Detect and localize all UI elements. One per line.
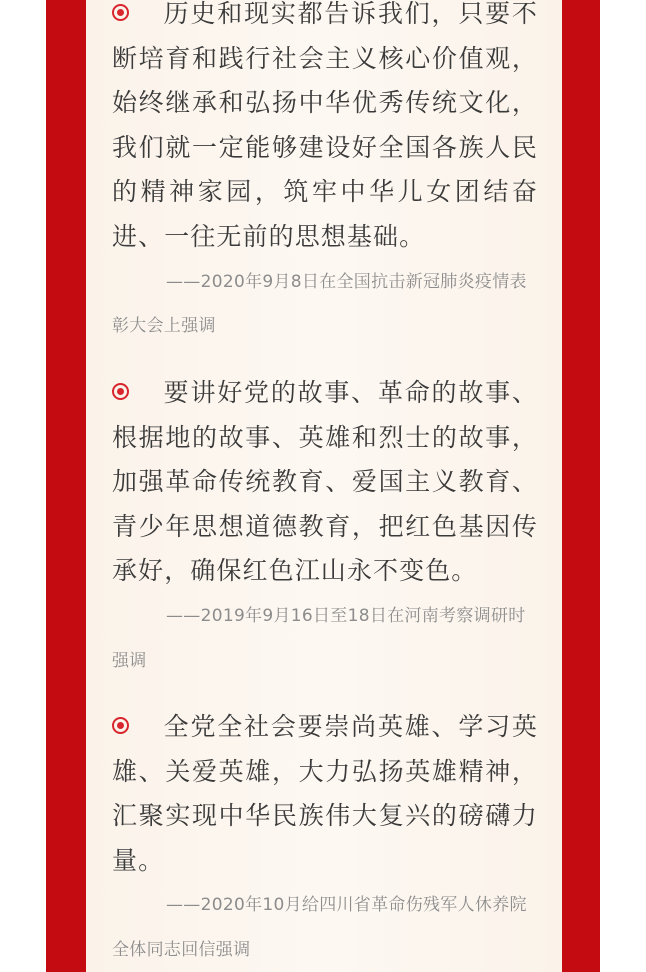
quote-text: 要讲好党的故事、革命的故事、根据地的故事、英雄和烈士的故事，加强革命传统教育、爱国主义教育、青少年思想道德教育，把红色基因传承好，确保红色江山永不变色。: [112, 378, 538, 586]
bullet-circle-icon: [112, 383, 129, 400]
quote-block: [112, 371, 538, 683]
quote-paragraph: [112, 705, 538, 883]
bullet-circle-icon: [112, 4, 129, 21]
quote-text: 全党全社会要崇尚英雄、学习英雄、关爱英雄，大力弘扬英雄精神，汇聚实现中华民族伟大复兴的磅礴力量。: [112, 712, 538, 875]
bullet-circle-icon: [112, 717, 129, 734]
quote-text: 历史和现实都告诉我们，只要不断培育和践行社会主义核心价值观，始终继承和弘扬中华优秀传统文化，我们就一定能够建设好全国各族人民的精神家园，筑牢中华儿女团结奋进、一往无前的思想基础。: [112, 0, 538, 251]
quote-source: ——2020年10月给四川省革命伤残军人休养院全体同志回信强调: [112, 895, 527, 960]
quote-block: [112, 705, 538, 972]
quote-paragraph: [112, 0, 538, 260]
quote-source: ——2019年9月16日至18日在河南考察调研时强调: [112, 605, 526, 671]
quote-paragraph: [112, 371, 538, 594]
quote-block: [112, 0, 538, 349]
quote-source: ——2020年9月8日在全国抗击新冠肺炎疫情表彰大会上强调: [112, 271, 527, 337]
